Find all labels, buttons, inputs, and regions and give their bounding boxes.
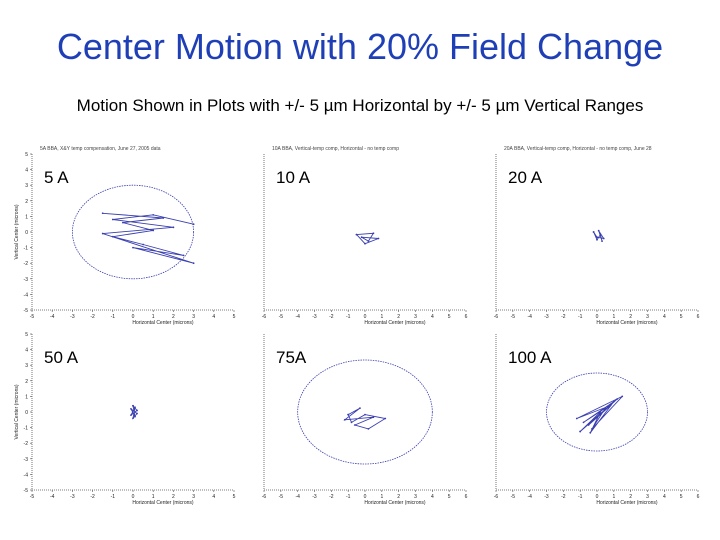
- x-tick-label: 2: [172, 494, 175, 500]
- data-point: [378, 238, 380, 240]
- data-point: [130, 414, 132, 416]
- data-point: [132, 405, 134, 407]
- data-point: [576, 418, 578, 420]
- data-point: [373, 232, 375, 234]
- x-tick-label: 4: [430, 314, 434, 320]
- data-point: [361, 236, 363, 238]
- x-tick-label: -3: [70, 314, 75, 320]
- y-tick-label: 3: [25, 363, 28, 370]
- x-tick-label: 4: [212, 494, 216, 500]
- data-point: [142, 244, 144, 246]
- x-tick-label: -2: [329, 314, 334, 320]
- reference-circle: [547, 373, 648, 451]
- slide-subtitle: Motion Shown in Plots with +/- 5 µm Horizontal by +/- 5 µm Vertical Ranges: [76, 96, 644, 115]
- data-point: [112, 219, 114, 221]
- data-point: [354, 424, 356, 426]
- x-tick-label: 5: [232, 314, 236, 320]
- plot-current-label: 50 A: [44, 348, 79, 367]
- y-tick-label: -2: [23, 261, 28, 268]
- x-tick-label: 4: [430, 494, 434, 500]
- x-tick-label: 0: [595, 314, 599, 320]
- reference-circle: [72, 185, 193, 279]
- x-tick-label: 1: [612, 494, 616, 500]
- data-point: [601, 240, 603, 242]
- x-tick-label: 3: [192, 494, 195, 500]
- data-point: [596, 236, 598, 238]
- x-axis-label: Horizontal Center (microns): [132, 320, 194, 326]
- data-point: [593, 231, 595, 233]
- x-tick-label: -5: [510, 494, 516, 500]
- x-tick-label: 0: [131, 314, 135, 320]
- plot-caption: 5A BBA, X&Y temp compensation, June 27, 2005 data: [40, 146, 161, 152]
- slide-title: Center Motion with 20% Field Change: [56, 26, 664, 67]
- x-tick-label: 3: [414, 494, 417, 500]
- x-tick-label: -5: [29, 314, 35, 320]
- data-point: [610, 405, 612, 407]
- y-tick-label: 3: [25, 183, 28, 190]
- data-point: [613, 401, 615, 403]
- x-tick-label: 3: [414, 314, 417, 320]
- plot-current-label: 100 A: [508, 348, 552, 367]
- x-tick-label: -3: [544, 314, 549, 320]
- x-tick-label: 5: [679, 494, 683, 500]
- x-tick-label: -4: [49, 494, 55, 500]
- x-tick-label: -4: [527, 494, 532, 500]
- plot-panel-50a: [12, 326, 244, 506]
- data-point: [347, 414, 349, 416]
- x-tick-label: 0: [595, 494, 599, 500]
- x-axis-label: Horizontal Center (microns): [596, 320, 658, 326]
- data-point: [132, 247, 134, 249]
- y-tick-label: -4: [23, 292, 28, 299]
- data-point: [599, 234, 601, 236]
- y-axis-label: Vertical Center (microns): [14, 384, 20, 440]
- y-tick-label: 0: [25, 230, 28, 236]
- x-axis-label: Horizontal Center (microns): [596, 500, 658, 506]
- y-tick-label: -2: [23, 441, 28, 448]
- data-point: [152, 230, 154, 232]
- x-tick-label: -5: [278, 494, 284, 500]
- data-point: [364, 243, 366, 245]
- motion-trace: [103, 213, 194, 263]
- data-point: [112, 236, 114, 238]
- x-tick-label: -4: [527, 314, 532, 320]
- x-tick-label: -6: [261, 494, 267, 500]
- x-tick-label: -6: [261, 314, 267, 320]
- y-tick-label: -5: [23, 308, 28, 314]
- data-point: [136, 413, 138, 415]
- x-tick-label: 2: [172, 314, 175, 320]
- x-tick-label: -4: [295, 494, 300, 500]
- x-tick-label: 5: [232, 494, 236, 500]
- x-tick-label: 6: [464, 494, 468, 500]
- plot-current-label: 20 A: [508, 168, 543, 187]
- y-tick-label: -4: [23, 472, 28, 479]
- x-tick-label: 1: [380, 314, 384, 320]
- motion-trace: [594, 231, 604, 241]
- data-point: [384, 418, 386, 420]
- data-point: [583, 422, 585, 424]
- y-tick-label: -3: [23, 456, 28, 463]
- x-axis-label: Horizontal Center (microns): [364, 320, 426, 326]
- y-tick-label: 5: [25, 152, 28, 158]
- data-point: [605, 407, 607, 409]
- x-tick-label: 3: [646, 314, 649, 320]
- data-point: [599, 411, 601, 413]
- data-point: [367, 240, 369, 242]
- data-point: [603, 238, 605, 240]
- x-tick-label: -2: [561, 314, 566, 320]
- plot-panel-75a: [244, 326, 476, 506]
- x-tick-label: -1: [345, 494, 351, 500]
- y-tick-label: -1: [23, 245, 28, 252]
- x-tick-label: -1: [110, 314, 116, 320]
- data-point: [621, 396, 623, 398]
- x-axis-label: Horizontal Center (microns): [132, 500, 194, 506]
- y-tick-label: 5: [25, 332, 28, 338]
- x-tick-label: 5: [447, 314, 451, 320]
- plot-current-label: 10 A: [276, 168, 311, 187]
- y-tick-label: 4: [25, 347, 28, 354]
- data-point: [598, 230, 600, 232]
- data-point: [344, 419, 346, 421]
- x-tick-label: -3: [312, 494, 317, 500]
- x-tick-label: -3: [70, 494, 75, 500]
- data-point: [591, 428, 593, 430]
- data-point: [152, 214, 154, 216]
- x-tick-label: -3: [544, 494, 549, 500]
- x-tick-label: 4: [662, 494, 666, 500]
- x-tick-label: -5: [29, 494, 35, 500]
- data-point: [596, 239, 598, 241]
- x-tick-label: 2: [629, 494, 633, 500]
- x-axis-label: Horizontal Center (microns): [364, 500, 426, 506]
- motion-trace: [345, 408, 385, 429]
- x-tick-label: 3: [646, 494, 649, 500]
- x-tick-label: -2: [329, 494, 334, 500]
- plot-caption: 20A BBA, Vertical-temp comp, Horizontal - no temp comp, June 28: [504, 146, 652, 152]
- plot-panel-100a: [476, 326, 708, 506]
- x-tick-label: 1: [380, 494, 384, 500]
- data-point: [136, 410, 138, 412]
- data-point: [130, 408, 132, 410]
- data-point: [364, 414, 366, 416]
- y-tick-label: 2: [25, 378, 28, 385]
- data-point: [193, 223, 195, 225]
- y-tick-label: -1: [23, 425, 28, 432]
- x-tick-label: -6: [493, 314, 499, 320]
- data-point: [173, 226, 175, 228]
- x-tick-label: 1: [151, 314, 155, 320]
- x-tick-label: -2: [90, 314, 95, 320]
- x-tick-label: 6: [464, 314, 468, 320]
- x-tick-label: 5: [447, 494, 451, 500]
- plot-current-label: 75A: [276, 348, 307, 367]
- x-tick-label: -3: [312, 314, 317, 320]
- data-point: [367, 428, 369, 430]
- data-point: [589, 432, 591, 434]
- data-point: [132, 417, 134, 419]
- data-point: [616, 398, 618, 400]
- x-tick-label: 5: [679, 314, 683, 320]
- x-tick-label: 2: [629, 314, 633, 320]
- x-tick-label: -4: [295, 314, 300, 320]
- x-tick-label: -1: [577, 314, 583, 320]
- data-point: [356, 234, 358, 236]
- x-tick-label: 0: [131, 494, 135, 500]
- x-tick-label: -4: [49, 314, 55, 320]
- x-tick-label: 3: [192, 314, 195, 320]
- plot-current-label: 5 A: [44, 168, 69, 187]
- x-tick-label: 4: [212, 314, 216, 320]
- data-point: [162, 217, 164, 219]
- data-point: [102, 233, 104, 235]
- y-tick-label: 4: [25, 167, 28, 174]
- x-tick-label: 1: [151, 494, 155, 500]
- data-point: [359, 407, 361, 409]
- plot-panel-20a: [476, 146, 708, 326]
- plot-panel-10a: [244, 146, 476, 326]
- x-tick-label: -1: [110, 494, 116, 500]
- data-point: [193, 262, 195, 264]
- plot-panel-5a: [12, 146, 244, 326]
- y-axis-label: Vertical Center (microns): [14, 204, 20, 260]
- x-tick-label: 4: [662, 314, 666, 320]
- x-tick-label: 2: [397, 314, 401, 320]
- x-tick-label: -5: [278, 314, 284, 320]
- x-tick-label: 6: [696, 314, 700, 320]
- reference-circle: [298, 360, 433, 464]
- y-tick-label: 2: [25, 198, 28, 205]
- x-tick-label: -1: [345, 314, 351, 320]
- data-point: [373, 416, 375, 418]
- data-point: [122, 222, 124, 224]
- data-point: [351, 422, 353, 424]
- plot-caption: 10A BBA, Vertical-temp comp, Horizontal - no temp comp: [272, 146, 399, 152]
- x-tick-label: 6: [696, 494, 700, 500]
- x-tick-label: -6: [493, 494, 499, 500]
- data-point: [588, 424, 590, 426]
- x-tick-label: 0: [363, 314, 367, 320]
- data-point: [183, 255, 185, 257]
- x-tick-label: -2: [90, 494, 95, 500]
- y-tick-label: -5: [23, 488, 28, 494]
- data-point: [579, 431, 581, 433]
- x-tick-label: -1: [577, 494, 583, 500]
- y-tick-label: 1: [25, 394, 28, 401]
- data-point: [102, 212, 104, 214]
- y-tick-label: 0: [25, 410, 28, 416]
- x-tick-label: -5: [510, 314, 516, 320]
- motion-trace: [577, 396, 623, 432]
- y-tick-label: -3: [23, 276, 28, 283]
- motion-trace: [131, 406, 137, 418]
- data-point: [134, 416, 136, 418]
- x-tick-label: 2: [397, 494, 401, 500]
- motion-trace: [357, 233, 379, 243]
- x-tick-label: 0: [363, 494, 367, 500]
- y-tick-label: 1: [25, 214, 28, 221]
- x-tick-label: -2: [561, 494, 566, 500]
- x-tick-label: 1: [612, 314, 616, 320]
- data-point: [134, 406, 136, 408]
